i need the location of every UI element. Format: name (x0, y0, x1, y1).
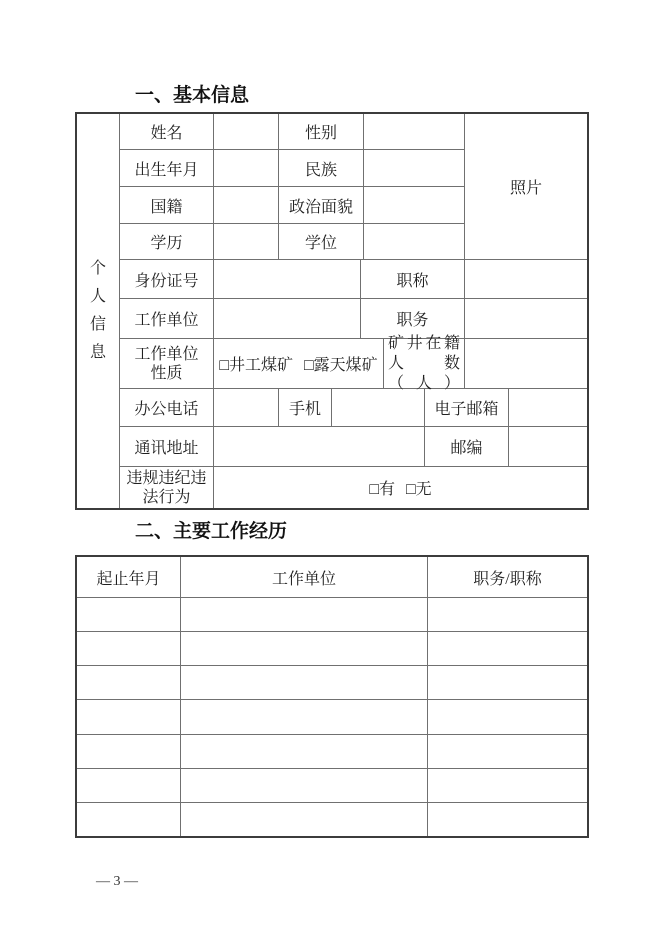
nationality-value-cell[interactable] (214, 187, 279, 223)
work-history-row (77, 700, 587, 734)
education-value-cell[interactable] (214, 224, 279, 259)
personal-info-group-cell (77, 114, 120, 508)
email-value-cell[interactable] (509, 389, 587, 426)
violations-no-checkbox-option[interactable]: □无 (406, 481, 432, 498)
work-history-employer-cell[interactable] (181, 735, 428, 768)
violations-label: 违规违纪违 法行为 (120, 467, 214, 508)
work-history-dates-cell[interactable] (77, 735, 181, 768)
birthdate-label: 出生年月 (120, 150, 214, 186)
work-history-header-row (77, 557, 587, 598)
row-violations (120, 467, 587, 508)
mobile-value-cell[interactable] (332, 389, 425, 426)
work-history-rows (77, 598, 587, 836)
degree-value-cell[interactable] (364, 224, 464, 259)
work-history-employer-cell[interactable] (181, 769, 428, 802)
row-employer-position (120, 299, 587, 339)
ethnicity-value-cell[interactable] (364, 150, 464, 186)
work-history-position-cell[interactable] (428, 769, 587, 802)
basic-info-section-heading: 一、基本信息 (135, 85, 250, 106)
employer-label: 工作单位 (120, 299, 214, 338)
work-history-row (77, 598, 587, 632)
name-value-cell[interactable] (214, 114, 279, 149)
work-history-dates-cell[interactable] (77, 700, 181, 733)
basic-info-table (75, 112, 589, 510)
professional-title-value-cell[interactable] (465, 260, 587, 298)
education-label: 学历 (120, 224, 214, 259)
degree-label: 学位 (279, 224, 364, 259)
mobile-label: 手机 (279, 389, 332, 426)
photo-placeholder-cell: 照片 (509, 180, 542, 197)
mine-headcount-value-cell[interactable] (465, 339, 587, 388)
work-history-position-cell[interactable] (428, 803, 587, 836)
work-history-header-dates: 起止年月 (77, 557, 181, 597)
nationality-label: 国籍 (120, 187, 214, 223)
work-history-row (77, 803, 587, 836)
postal-code-value-cell[interactable] (509, 427, 587, 466)
work-history-row (77, 769, 587, 803)
work-history-dates-cell[interactable] (77, 666, 181, 699)
work-history-employer-cell[interactable] (181, 666, 428, 699)
row-name-gender (120, 114, 464, 150)
row-nationality-political (120, 187, 464, 224)
id-number-value-cell[interactable] (214, 260, 361, 298)
work-history-employer-cell[interactable] (181, 598, 428, 631)
name-label: 姓名 (120, 114, 214, 149)
row-education-degree (120, 224, 464, 259)
work-history-table (75, 555, 589, 838)
employer-value-cell[interactable] (214, 299, 361, 338)
work-history-row (77, 632, 587, 666)
work-history-employer-cell[interactable] (181, 632, 428, 665)
work-history-position-cell[interactable] (428, 632, 587, 665)
unit-type-label: 工作单位 性质 (120, 339, 214, 388)
row-address (120, 427, 587, 467)
openpit-mine-checkbox-option[interactable]: □露天煤矿 (304, 357, 378, 374)
work-history-employer-cell[interactable] (181, 803, 428, 836)
work-history-header-employer: 工作单位 (181, 557, 428, 597)
mailing-address-label: 通讯地址 (120, 427, 214, 466)
position-label: 职务 (361, 299, 465, 338)
unit-type-options-cell (214, 339, 384, 388)
work-history-row (77, 666, 587, 700)
office-phone-label: 办公电话 (120, 389, 214, 426)
work-history-header-position: 职务/职称 (473, 570, 542, 588)
work-history-dates-cell[interactable] (77, 803, 181, 836)
office-phone-value-cell[interactable] (214, 389, 279, 426)
ethnicity-label: 民族 (279, 150, 364, 186)
mine-headcount-label: 矿井在籍 人数（人） (384, 339, 465, 388)
underground-mine-checkbox-option[interactable]: □井工煤矿 (219, 357, 293, 374)
personal-info-vertical-label: 个 人 信 息 (89, 260, 106, 361)
work-history-position-cell[interactable] (428, 700, 587, 733)
postal-code-label: 邮编 (425, 427, 509, 466)
work-history-employer-cell[interactable] (181, 700, 428, 733)
gender-label: 性别 (279, 114, 364, 149)
row-contact-phones (120, 389, 587, 427)
professional-title-label: 职称 (361, 260, 465, 298)
work-history-position-cell[interactable] (428, 598, 587, 631)
id-number-label: 身份证号 (120, 260, 214, 298)
violations-yes-checkbox-option[interactable]: □有 (369, 481, 395, 498)
political-status-value-cell[interactable] (364, 187, 464, 223)
work-history-dates-cell[interactable] (77, 632, 181, 665)
political-status-label: 政治面貌 (279, 187, 364, 223)
row-id-title (120, 260, 587, 299)
page-number: — 3 — (96, 874, 138, 889)
birthdate-value-cell[interactable] (214, 150, 279, 186)
work-history-dates-cell[interactable] (77, 769, 181, 802)
row-birthdate-ethnicity (120, 150, 464, 187)
violations-options-cell (214, 467, 587, 508)
row-unit-type (120, 334, 587, 392)
work-history-dates-cell[interactable] (77, 598, 181, 631)
mailing-address-value-cell[interactable] (214, 427, 425, 466)
work-history-row (77, 735, 587, 769)
work-history-position-cell[interactable] (428, 735, 587, 768)
work-history-position-cell[interactable] (428, 666, 587, 699)
gender-value-cell[interactable] (364, 114, 464, 149)
work-history-section-heading: 二、主要工作经历 (135, 521, 288, 542)
position-value-cell[interactable] (465, 299, 587, 338)
email-label: 电子邮箱 (425, 389, 509, 426)
